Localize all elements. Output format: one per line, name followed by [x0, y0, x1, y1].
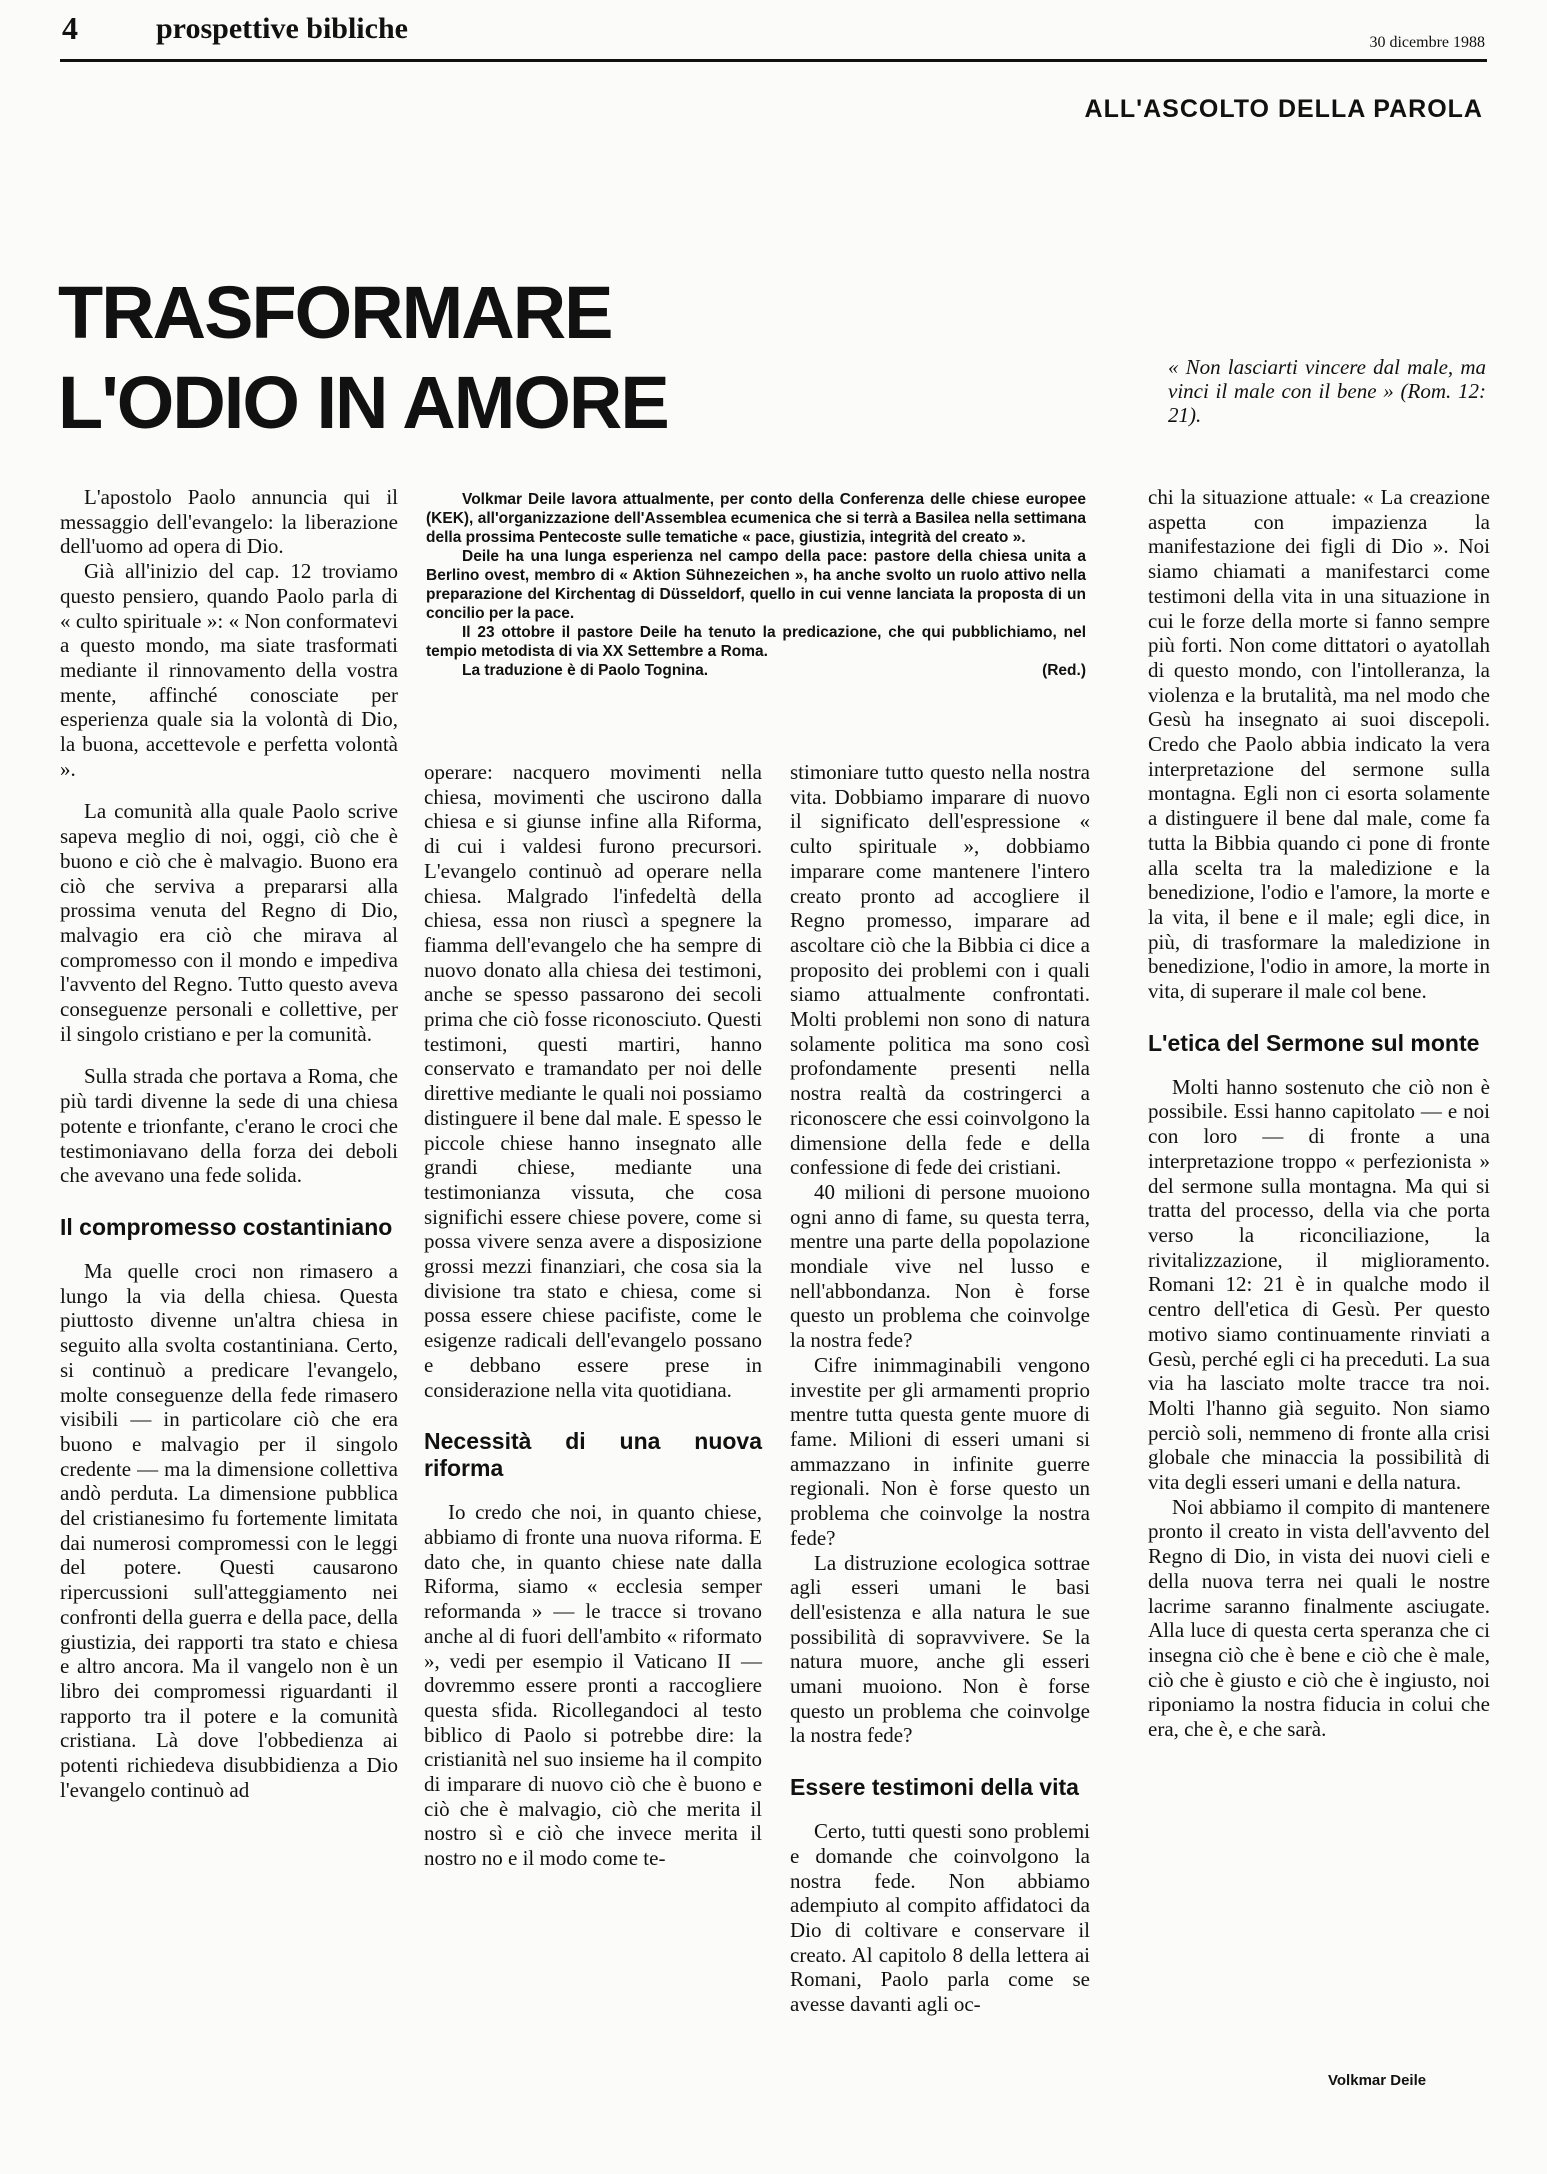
paragraph: La distruzione ecologica sottrae agli esseri umani le basi dell'esistenza e alla natura le sue possibilità di sopravvivere. Se la natura muore, anche gli esseri umani muoiono. Non è forse questo un problema che coinvolge la nostra fede?	[790, 1550, 1090, 1748]
epigraph: « Non lasciarti vincere dal male, ma vinci il male con il bene » (Rom. 12: 21).	[1168, 355, 1486, 427]
paragraph: L'apostolo Paolo annuncia qui il messaggio dell'evangelo: la liberazione dell'uomo ad opera di Dio.	[60, 485, 398, 559]
subheading: Necessità di una nuova riforma	[424, 1428, 762, 1482]
column-2	[424, 760, 762, 1871]
paragraph: 40 milioni di persone muoiono ogni anno di fame, su questa terra, mentre una parte della popolazione mondiale vive nel lusso e nell'abbondanza. Non è forse questo un problema che coinvolge la nostra fede?	[790, 1179, 1090, 1353]
subheading: Essere testimoni della vita	[790, 1774, 1079, 1801]
page-number: 4	[62, 10, 78, 46]
issue-date: 30 dicembre 1988	[1369, 34, 1485, 51]
author-signature: Volkmar Deile	[1328, 2072, 1427, 2089]
publication-title: prospettive bibliche	[156, 12, 408, 45]
paragraph: Sulla strada che portava a Roma, che più tardi divenne la sede di una chiesa potente e trionfante, c'erano le croci che testimoniavano della forza dei deboli che avevano una fede solida.	[60, 1064, 398, 1188]
intro-paragraph: Volkmar Deile lavora attualmente, per conto della Conferenza delle chiese europee (KEK), all'organizzazione dell'Assemblea ecumenica che si terrà a Basilea nella settimana della prossima Pentecoste sulle tematiche « pace, giustizia, integrità del creato ».	[426, 491, 1086, 546]
column-3	[790, 760, 1090, 2017]
headline-line-1: TRASFORMARE	[58, 271, 612, 354]
intro-paragraph	[426, 661, 1086, 680]
subheading: Il compromesso costantiniano	[60, 1213, 393, 1240]
paragraph: Ma quelle croci non rimasero a lungo la via della chiesa. Questa piuttosto divenne un'altra chiesa in seguito alla svolta costantiniana. Certo, si continuò a predicare l'evangelo, molte conseguenze della fede rimasero visibili — in particolare ciò che era buono e malvagio per il singolo credente — ma la dimensione collettiva andò perduta. La dimensione pubblica del cristianesimo fu fortemente limitata dai numerosi compromessi con le leggi del potere. Questi causarono ripercussioni sull'atteggiamento nei confronti della guerra e della pace, della giustizia, dei rapporti tra stato e chiesa e altro ancora. Ma il vangelo non è un libro dei compromessi riguardanti il rapporto tra il potere e la comunità cristiana. Là dove l'obbedienza ai potenti richiedeva disubbidienza a Dio l'evangelo continuò ad	[60, 1258, 398, 1802]
paragraph: chi la situazione attuale: « La creazione aspetta con impazienza la manifestazione dei figli di Dio ». Noi siamo chiamati a manifestarci come testimoni della vita in una situazione in cui le forze della morte si fanno sempre più forti. Non come dittatori o ayatollah di questo mondo, con l'intolleranza, la violenza e la brutalità, ma nel modo che Gesù ha insegnato ai suoi discepoli. Credo che Paolo abbia indicato la vera interpretazione del sermone sulla montagna. Egli non ci esorta solamente a distinguere il bene dal male, come fa tutta la Bibbia quando ci pone di fronte alla scelta tra la maledizione e la benedizione, l'odio e l'amore, la morte e la vita, il bene e il male; egli dice, in più, di trasformare la maledizione in benedizione, l'odio in amore, la morte in vita, di superare il male col bene.	[1148, 485, 1490, 1004]
column-1	[60, 485, 398, 1802]
headline-line-2: L'ODIO IN AMORE	[58, 361, 668, 444]
intro-signature: (Red.)	[1042, 662, 1086, 679]
header-rule	[60, 59, 1487, 62]
paragraph: operare: nacquero movimenti nella chiesa, movimenti che uscirono dalla chiesa e si giunse infine alla Riforma, di cui i valdesi furono precursori. L'evangelo continuò ad operare nella chiesa. Malgrado l'infedeltà della chiesa, essa non riuscì a spegnere la fiamma dell'evangelo che ha sempre di nuovo donato alla chiesa dei testimoni, anche se spesso passarono dei secoli prima che ciò fosse riconosciuto. Questi testimoni, questi martiri, hanno conservato e tramandato per noi delle direttive mediante le quali noi possiamo distinguere il bene dal male. E spesso le piccole chiese hanno insegnato alle grandi chiese, mediante una testimonianza vissuta, che cosa significhi essere chiese povere, come si possa vivere senza avere a disposizione grossi mezzi finanziari, che cosa sia la divisione tra stato e chiesa, come si possa essere chiese pacifiste, come le esigenze radicali dell'evangelo possano e debbano essere prese in considerazione nella vita quotidiana.	[424, 760, 762, 1402]
editorial-intro	[426, 490, 1086, 680]
intro-translation: La traduzione è di Paolo Tognina.	[462, 662, 709, 679]
paragraph: Cifre inimmaginabili vengono investite per gli armamenti proprio mentre tutta questa gente muore di fame. Milioni di esseri umani si ammazzano in infinite guerre regionali. Non è forse questo un problema che coinvolge la nostra fede?	[790, 1352, 1090, 1550]
headline	[58, 268, 668, 448]
paragraph: Già all'inizio del cap. 12 troviamo questo pensiero, quando Paolo parla di « culto spirituale »: « Non conformatevi a questo mondo, ma siate trasformati mediante il rinnovamento della vostra mente, affinché conosciate per esperienza quale sia la volontà di Dio, la buona, accettevole e perfetta volontà ».	[60, 559, 398, 781]
paragraph: Molti hanno sostenuto che ciò non è possibile. Essi hanno capitolato — e noi con loro — di fronte a una interpretazione troppo « perfezionista » del sermone sulla montagna. Ma qui si tratta del processo, della via che porta verso la riconciliazione, la rivitalizzazione, il miglioramento. Romani 12: 21 è in qualche modo il centro dell'etica di Gesù. Per questo motivo siamo continuamente rinviati a Gesù, perché egli ci ha preceduti. La sua via ha lasciato molte tracce tra noi. Molti l'hanno già seguito. Non siamo perciò soli, nemmeno di fronte alla crisi globale che minaccia la possibilità di vita degli esseri umani e della natura.	[1148, 1074, 1490, 1495]
column-4	[1148, 485, 1490, 1742]
paragraph: Certo, tutti questi sono problemi e domande che coinvolgono la nostra fede. Non abbiamo adempiuto al compito affidatoci da Dio di coltivare e conservare il creato. Al capitolo 8 della lettera ai Romani, Paolo parla come se avesse davanti agli oc-	[790, 1819, 1090, 2017]
intro-paragraph: Il 23 ottobre il pastore Deile ha tenuto la predicazione, che qui pubblichiamo, nel tempio metodista di via XX Settembre a Roma.	[426, 624, 1086, 660]
paragraph: Io credo che noi, in quanto chiese, abbiamo di fronte una nuova riforma. E dato che, in quanto chiese nate dalla Riforma, siamo « ecclesia semper reformanda » — le tracce si trovano anche al di fuori dell'ambito « riformato », vedi per esempio il Vaticano II — dovremmo essere pronti a raccogliere questa sfida. Ricollegandoci al testo biblico di Paolo si potrebbe dire: la cristianità nel suo insieme ha il compito di imparare di nuovo ciò che è buono e ciò che è malvagio, ciò che merita il nostro sì e ciò che invece merita il nostro no e il modo come te-	[424, 1500, 762, 1871]
intro-paragraph: Deile ha una lunga esperienza nel campo della pace: pastore della chiesa unita a Berlino ovest, membro di « Aktion Sühnezeichen », ha anche svolto un ruolo attivo nella preparazione del Kirchentag di Düsseldorf, quello in cui venne lanciata la proposta di un concilio per la pace.	[426, 548, 1086, 622]
subheading: L'etica del Sermone sul monte	[1148, 1029, 1480, 1056]
paragraph: Noi abbiamo il compito di mantenere pronto il creato in vista dell'avvento del Regno di Dio, in vista dei nuovi cieli e della nuova terra nei quali le nostre lacrime saranno finalmente asciugate. Alla luce di questa certa speranza che ci insegna ciò che è bene e ciò che è male, ciò che è giusto e ciò che è ingiusto, noi riponiamo la nostra fiducia in colui che era, che è, e che sarà.	[1148, 1494, 1490, 1742]
paragraph: stimoniare tutto questo nella nostra vita. Dobbiamo imparare di nuovo il significato dell'espressione « culto spirituale », dobbiamo imparare come mantenere l'intero creato pronto ad accogliere il Regno promesso, imparare ad ascoltare ciò che la Bibbia ci dice a proposito dei problemi con i quali siamo attualmente confrontati. Molti problemi non sono di natura solamente politica ma sono così profondamente presenti nella nostra realtà da costringerci a riconoscere che essi coinvolgono la dimensione della fede e della confessione di fede dei cristiani.	[790, 760, 1090, 1180]
paragraph: La comunità alla quale Paolo scrive sapeva meglio di noi, oggi, ciò che è buono e ciò che è malvagio. Buono era ciò che serviva a prepararsi alla prossima venuta del Regno di Dio, malvagio era ciò che mirava al compromesso con il mondo e impediva l'avvento del Regno. Tutto questo aveva conseguenze personali e collettive, per il singolo cristiano e per la comunità.	[60, 799, 398, 1046]
section-rubric: ALL'ASCOLTO DELLA PAROLA	[1084, 95, 1483, 123]
